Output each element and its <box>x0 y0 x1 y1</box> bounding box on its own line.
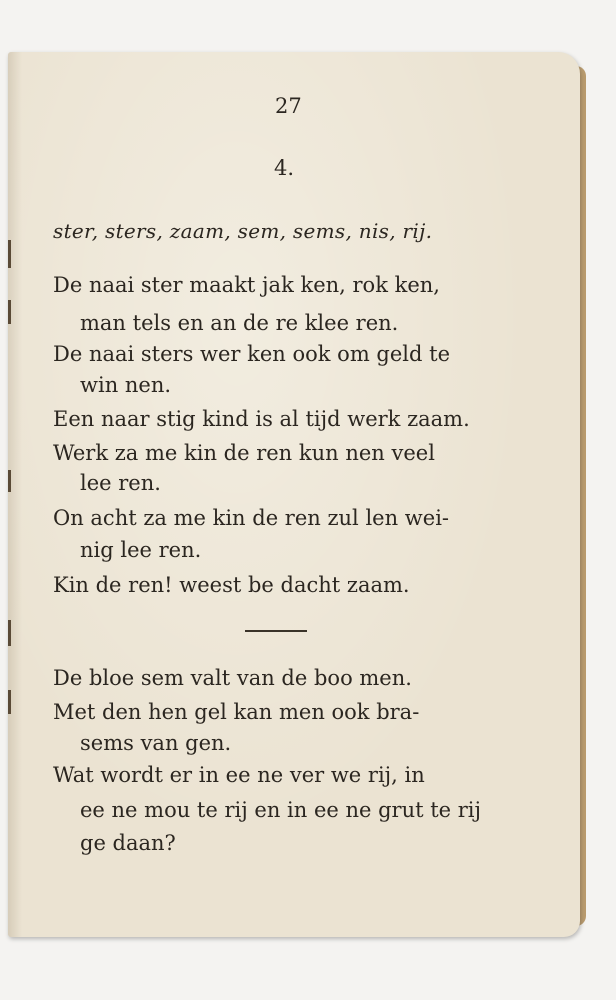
section-divider <box>245 630 307 632</box>
text-line: On acht za me kin de ren zul len wei- <box>53 506 450 530</box>
text-line: De bloe sem valt van de boo men. <box>53 666 412 690</box>
text-line: ge daan? <box>80 831 176 855</box>
text-line: Een naar stig kind is al tijd werk zaam. <box>53 407 470 431</box>
text-line: lee ren. <box>80 471 161 495</box>
syllable-line: ster, sters, zaam, sem, sems, nis, rij. <box>53 219 433 243</box>
text-line: Met den hen gel kan men ook bra- <box>53 700 420 724</box>
text-line: man tels en an de re klee ren. <box>80 311 399 335</box>
spine-mark <box>8 240 11 268</box>
lesson-number: 4. <box>274 156 295 180</box>
spine-mark <box>8 690 11 714</box>
page-number: 27 <box>275 94 302 118</box>
text-line: De naai ster maakt jak ken, rok ken, <box>53 273 440 297</box>
spine-mark <box>8 300 11 324</box>
spine-mark <box>8 620 11 646</box>
text-line: win nen. <box>80 373 172 397</box>
text-line: sems van gen. <box>80 731 232 755</box>
text-line: Kin de ren! weest be dacht zaam. <box>53 573 410 597</box>
spine-mark <box>8 470 11 492</box>
text-line: nig lee ren. <box>80 538 202 562</box>
text-line: De naai sters wer ken ook om geld te <box>53 342 450 366</box>
text-line: Wat wordt er in ee ne ver we rij, in <box>53 763 425 787</box>
text-line: ee ne mou te rij en in ee ne grut te rij <box>80 798 482 822</box>
text-line: Werk za me kin de ren kun nen veel <box>53 441 435 465</box>
